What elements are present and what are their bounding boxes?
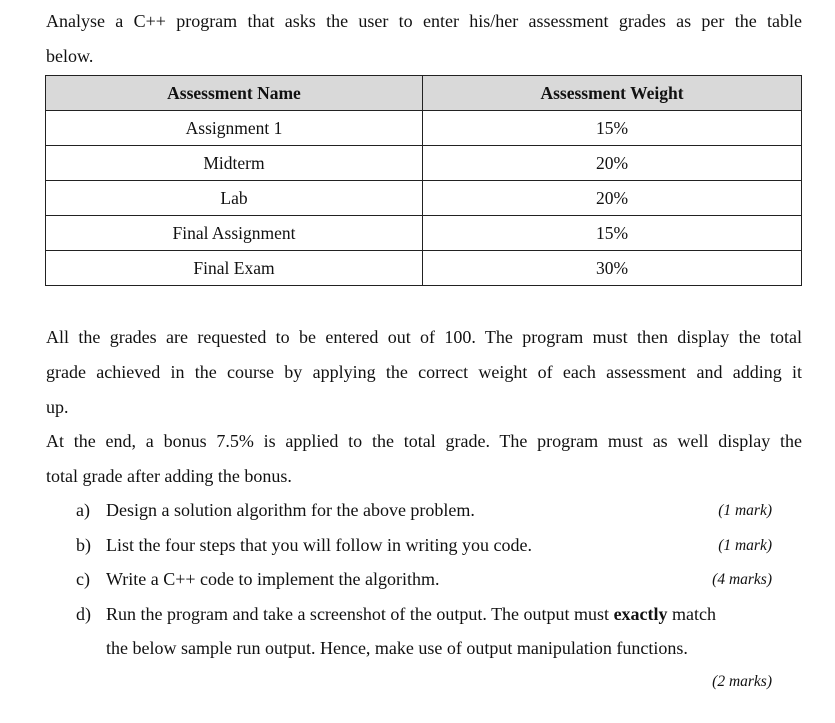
bonus-line-2: total grade after adding the bonus.	[46, 466, 292, 486]
question-b	[76, 528, 788, 563]
question-d-marks: (2 marks)	[712, 673, 772, 690]
cell-weight: 30%	[423, 251, 802, 286]
intro-line-2: below.	[46, 46, 94, 66]
assessment-table	[45, 75, 802, 286]
question-marks: (1 mark)	[718, 502, 772, 519]
table-row	[46, 216, 802, 251]
question-label: a)	[76, 500, 90, 520]
question-c	[76, 562, 788, 597]
question-text: List the four steps that you will follow in writing you code.	[106, 535, 532, 555]
intro-line-1: Analyse a C++ program that asks the user to enter his/her assessment grades as per the table	[46, 11, 802, 31]
table-row	[46, 111, 802, 146]
intro-paragraph-end	[46, 39, 802, 74]
question-text: Write a C++ code to implement the algorithm.	[106, 569, 440, 589]
question-label: b)	[76, 535, 91, 555]
header-assessment-name: Assessment Name	[46, 76, 423, 111]
question-d	[76, 597, 788, 632]
question-text-pre: Run the program and take a screenshot of the output. The output must	[106, 604, 614, 624]
header-assessment-weight: Assessment Weight	[423, 76, 802, 111]
cell-weight: 20%	[423, 146, 802, 181]
intro-paragraph	[46, 4, 802, 39]
bonus-paragraph	[46, 424, 802, 459]
cell-weight: 15%	[423, 216, 802, 251]
question-a	[76, 493, 788, 528]
cell-weight: 20%	[423, 181, 802, 216]
bonus-paragraph-end	[46, 459, 802, 494]
cell-name: Midterm	[46, 146, 423, 181]
question-label: c)	[76, 569, 90, 589]
table-row	[46, 181, 802, 216]
bonus-line-1: At the end, a bonus 7.5% is applied to the total grade. The program must as well display the	[46, 431, 802, 451]
cell-name: Final Exam	[46, 251, 423, 286]
grades-line-1: All the grades are requested to be entered out of 100. The program must then display the total	[46, 327, 802, 347]
cell-name: Final Assignment	[46, 216, 423, 251]
cell-name: Lab	[46, 181, 423, 216]
cell-weight: 15%	[423, 111, 802, 146]
question-label: d)	[76, 604, 91, 624]
cell-name: Assignment 1	[46, 111, 423, 146]
question-d-line-2: the below sample run output. Hence, make use of output manipulation functions.	[106, 638, 688, 658]
question-text-post: match	[667, 604, 717, 624]
grades-line-3: up.	[46, 397, 69, 417]
question-marks: (1 mark)	[718, 537, 772, 554]
grades-paragraph-end	[46, 390, 802, 425]
grades-line-2: grade achieved in the course by applying the correct weight of each assessment and adding it	[46, 362, 802, 382]
table-header-row	[46, 76, 802, 111]
table-row	[46, 146, 802, 181]
question-text-bold: exactly	[613, 604, 668, 624]
table-row	[46, 251, 802, 286]
question-marks: (4 marks)	[712, 571, 772, 588]
grades-paragraph	[46, 320, 802, 390]
question-text: Design a solution algorithm for the above problem.	[106, 500, 475, 520]
